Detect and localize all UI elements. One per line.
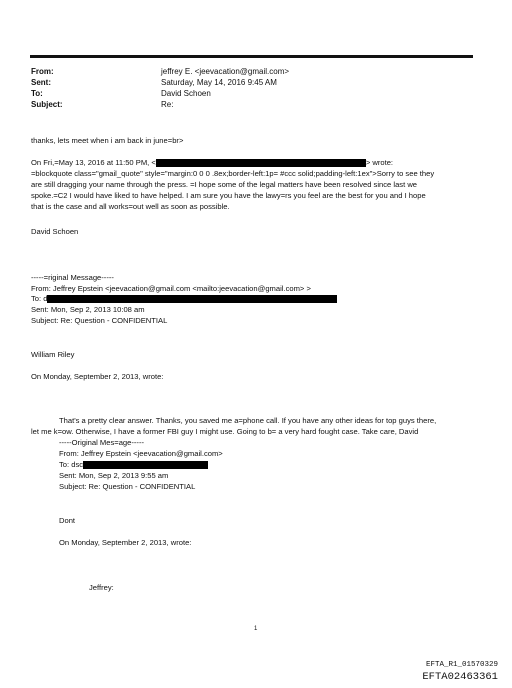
header-from-row: [31, 66, 471, 77]
signature-william-riley: William Riley: [31, 350, 75, 359]
footer-id-large: EFTA02463361: [422, 671, 498, 683]
subject-value: Re:: [161, 100, 174, 109]
on-monday-line-2: On Monday, September 2, 2013, wrote:: [59, 538, 192, 547]
orig2-to-text: To: dsc: [59, 460, 84, 469]
signature-david-schoen: David Schoen: [31, 227, 79, 236]
orig2-from: From: Jeffrey Epstein <jeevacation@gmail.com>: [59, 449, 223, 458]
orig-subject: Subject: Re: Question - CONFIDENTIAL: [31, 316, 168, 325]
sent-label: Sent:: [31, 78, 51, 87]
body-jeffrey: Jeffrey:: [89, 583, 114, 592]
quote-line-1: =blockquote class="gmail_quote" style="margin:0 0 0 .8ex;border-left:1p= #ccc solid;padding-left:1ex">Sorry to see they: [31, 169, 435, 178]
email-header: [31, 66, 471, 110]
header-rule: [30, 55, 473, 58]
header-subject-row: [31, 99, 471, 110]
to-value: David Schoen: [161, 89, 211, 98]
sent-value: Saturday, May 14, 2016 9:45 AM: [161, 78, 277, 87]
quote-intro-b: > wrote:: [365, 158, 394, 167]
orig2-to: [59, 459, 208, 470]
from-label: From:: [31, 67, 54, 76]
quote-line-2: are still dragging your name through the press. =I hope some of the legal matters have been resolved since last we: [31, 180, 418, 189]
quote-line-4: that is the case and all works=out well as soon as possible.: [31, 202, 230, 211]
subject-label: Subject:: [31, 100, 63, 109]
orig2-header: -----Original Mes=age-----: [59, 438, 145, 447]
redaction-bar: [156, 159, 366, 167]
reply-line-2: let me k=ow. Otherwise, I have a former FBI guy I might use. Going to b= a very hard fought case. Take care, David: [31, 427, 419, 436]
orig-message-header: -----=riginal Message-----: [31, 273, 114, 282]
header-sent-row: [31, 77, 471, 88]
orig-to: [31, 293, 337, 304]
orig-from: From: Jeffrey Epstein <jeevacation@gmail.com <mailto:jeevacation@gmail.com> >: [31, 284, 311, 293]
page-number: 1: [254, 626, 258, 632]
quote-intro-a: On Fri,=May 13, 2016 at 11:50 PM, <: [31, 158, 156, 167]
quote-intro: [31, 157, 393, 168]
orig2-sent: Sent: Mon, Sep 2, 2013 9:55 am: [59, 471, 169, 480]
to-label: To:: [31, 89, 43, 98]
from-value: jeffrey E. <jeevacation@gmail.com>: [161, 67, 290, 76]
on-monday-line-1: On Monday, September 2, 2013, wrote:: [31, 372, 164, 381]
quote-line-3: spoke.=C2 I would have liked to have helped. I am sure you have the lawy=rs you feel are the best for you and I hope: [31, 191, 426, 200]
body-dont: Dont: [59, 516, 76, 525]
orig-sent: Sent: Mon, Sep 2, 2013 10:08 am: [31, 305, 145, 314]
redaction-bar: [83, 461, 208, 469]
body-line-thanks: thanks, lets meet when i am back in june=br>: [31, 136, 184, 145]
orig-to-text: To: d: [31, 294, 48, 303]
orig2-subject: Subject: Re: Question - CONFIDENTIAL: [59, 482, 196, 491]
footer-id-small: EFTA_R1_01570329: [425, 661, 498, 669]
header-to-row: [31, 88, 471, 99]
reply-line-1: That's a pretty clear answer. Thanks, you saved me a=phone call. If you have any other ideas for top guys there,: [59, 416, 437, 425]
redaction-bar: [47, 295, 337, 303]
